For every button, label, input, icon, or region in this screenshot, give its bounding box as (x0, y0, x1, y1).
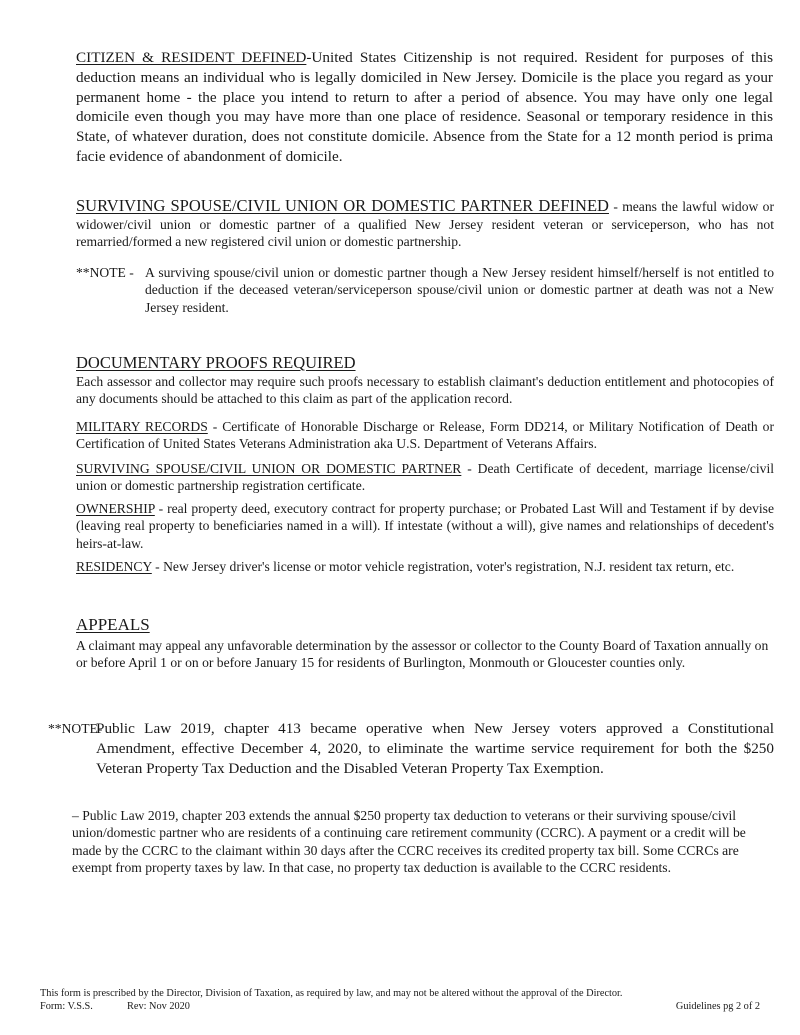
documentary-proofs-heading: DOCUMENTARY PROOFS REQUIRED (76, 353, 356, 372)
proof-item-surviving-spouse (76, 460, 774, 495)
appeals-heading: APPEALS (76, 615, 150, 634)
page-footer (40, 988, 760, 1013)
proof-item-label: SURVIVING SPOUSE/CIVIL UNION OR DOMESTIC PARTNER (76, 461, 462, 476)
proof-item-residency (76, 558, 774, 575)
proof-item-label: RESIDENCY (76, 559, 152, 574)
appeals-text: A claimant may appeal any unfavorable determination by the assessor or collector to the County Board of Taxation annually on or before April 1 or on or before January 15 for residents of Burlington, Monmouth or Gloucester counties only. (76, 638, 769, 671)
public-law-203-section (72, 807, 774, 877)
surviving-spouse-heading: SURVIVING SPOUSE/CIVIL UNION OR DOMESTIC PARTNER DEFINED (76, 196, 609, 215)
note-text: Public Law 2019, chapter 413 became operative when New Jersey voters approved a Constitutional Amendment, effective December 4, 2020, to eliminate the wartime service requirement for both the $250 Veteran Property Tax Deduction and the Disabled Veteran Property Tax Exemption. (96, 720, 774, 777)
citizen-resident-text: -United States Citizenship is not required. Resident for purposes of this deduction means an individual who is legally domiciled in New Jersey. Domicile is the place you regard as your permanent home - the place you intend to return to after a period of absence. You may have only one legal domicile even though you may have more than one place of residence. Seasonal or temporary residence in this State, of whatever duration, does not constitute domicile. Absence from the State for a 12 month period is prima facie evidence of abandonment of domicile. (76, 49, 774, 165)
documentary-proofs-intro: Each assessor and collector may require such proofs necessary to establish claimant's deduction entitlement and photocopies of any documents should be attached to this claim as part of the application record. (76, 374, 774, 407)
appeals-section (76, 614, 774, 672)
proof-item-text: - Death Certificate of decedent, marriage license/civil union or domestic partnership registration certificate. (76, 461, 774, 494)
public-law-203-text: – Public Law 2019, chapter 203 extends the annual $250 property tax deduction to veterans or their surviving spouse/civil union/domestic partner who are residents of a continuing care retirement community (CCRC). A payment or a credit will be made by the CCRC to the claimant within 30 days after the CCRC receives its credited property tax bill. Some CCRCs are exempt from property taxes by law. In that case, no property tax deduction is available to the CCRC residents. (72, 808, 746, 876)
citizen-resident-heading: CITIZEN & RESIDENT DEFINED (76, 49, 307, 66)
surviving-spouse-note (76, 264, 774, 316)
proof-item-ownership (76, 500, 774, 552)
footer-revision: Rev: Nov 2020 (127, 1000, 190, 1012)
footer-page-number: Guidelines pg 2 of 2 (675, 1000, 760, 1012)
proof-item-text: - New Jersey driver's license or motor vehicle registration, voter's registration, N.J. resident tax return, etc. (151, 559, 735, 574)
surviving-spouse-text: - means the lawful widow or widower/civil union or domestic partner of a qualified New Jersey resident veteran or serviceperson, who has not remarried/formed a new registered civil union or domestic partnership. (76, 199, 774, 250)
footer-form-id: Form: V.S.S. (40, 1000, 93, 1012)
documentary-proofs-section (76, 353, 774, 408)
note-label: **NOTE - (76, 265, 134, 280)
footer-prescribed-text: This form is prescribed by the Director, Division of Taxation, as required by law, and may not be altered without the approval of the Director. (40, 988, 623, 999)
proof-item-text: - real property deed, executory contract for property purchase; or Probated Last Will and Testament if by devise (leaving real property to beneficiaries named in a will). If intestate (without a will), give names and relationships of decedent's heirs-at-law. (76, 501, 774, 551)
proof-item-military-records (76, 418, 774, 453)
note-label: **NOTE- (48, 721, 103, 736)
citizen-resident-section (76, 48, 773, 167)
public-law-413-note (48, 719, 774, 778)
proof-item-label: MILITARY RECORDS (76, 419, 208, 434)
proof-item-text: - Certificate of Honorable Discharge or Release, Form DD214, or Military Notification of Death or Certification of United States Veterans Administration aka U.S. Department of Veterans Affairs. (76, 419, 775, 452)
note-text: A surviving spouse/civil union or domestic partner though a New Jersey resident himself/herself is not entitled to deduction if the deceased veteran/serviceperson spouse/civil union or domestic partner at death was not a New Jersey resident. (145, 265, 774, 315)
proof-item-label: OWNERSHIP (76, 501, 155, 516)
surviving-spouse-section (76, 196, 774, 251)
